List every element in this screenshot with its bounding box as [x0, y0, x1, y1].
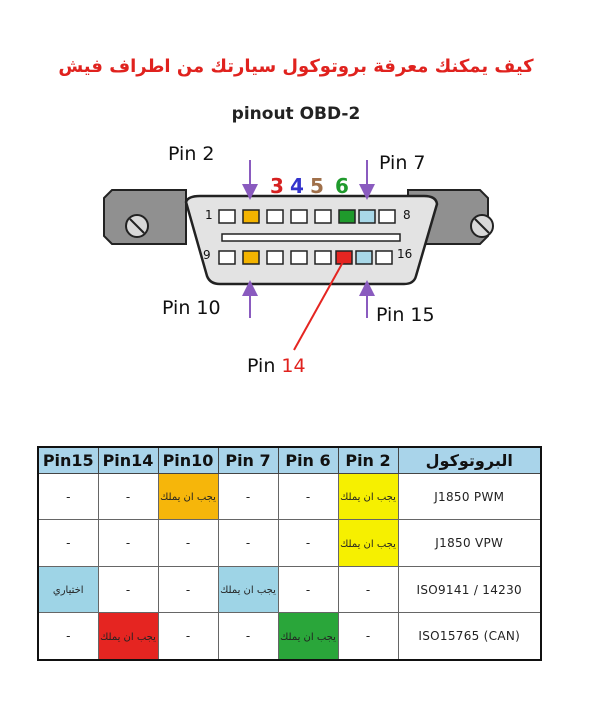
protocol-table	[37, 446, 542, 661]
column-header-pin10: Pin10	[158, 447, 218, 473]
cell: -	[158, 566, 218, 613]
cell-required	[338, 520, 398, 567]
table-row	[38, 566, 541, 613]
cell: -	[278, 473, 338, 520]
cell: -	[98, 473, 158, 520]
column-header-pin7: Pin 7	[218, 447, 278, 473]
pin-number-6: 6	[335, 174, 349, 198]
cell-note: يجب ان يملك	[220, 585, 276, 597]
cell-required	[158, 473, 218, 520]
protocol-name: J1850 VPW	[398, 520, 541, 567]
cell-note: يجب ان يملك	[340, 538, 396, 550]
cell: -	[278, 566, 338, 613]
pin-number-3: 3	[270, 174, 284, 198]
column-header-pin2: Pin 2	[338, 447, 398, 473]
pin14-label	[247, 355, 306, 377]
cell-note: يجب ان يملك	[160, 492, 216, 504]
cell-note: يجب ان يملك	[100, 631, 156, 643]
left-mounting-ear	[104, 190, 186, 244]
column-header-pin14: Pin14	[98, 447, 158, 473]
cell: -	[218, 520, 278, 567]
pin-number-4: 4	[290, 174, 304, 198]
column-header-pin6: Pin 6	[278, 447, 338, 473]
cell: -	[338, 566, 398, 613]
cell-required	[98, 613, 158, 660]
table-row	[38, 613, 541, 660]
cell: -	[278, 520, 338, 567]
protocol-name: J1850 PWM	[398, 473, 541, 520]
cell-note: يجب ان يملك	[280, 631, 336, 643]
row1-end-number: 8	[403, 208, 411, 222]
cell: -	[38, 520, 98, 567]
pin2-label: Pin 2	[168, 143, 215, 165]
pin15-label: Pin 15	[376, 304, 435, 326]
cell: -	[218, 473, 278, 520]
table-header-row	[38, 447, 541, 473]
column-header-protocol: البروتوكول	[398, 447, 541, 473]
diagram-subtitle: pinout OBD-2	[231, 104, 361, 124]
cell-required	[218, 566, 278, 613]
row2-end-number: 16	[397, 247, 413, 261]
pin-row-bottom	[219, 251, 392, 264]
pin-row-top	[219, 210, 395, 223]
cell: -	[158, 520, 218, 567]
cell-required	[338, 473, 398, 520]
page-title: كيف يمكنك معرفة بروتوكول سيارتك من اطراف فيش	[58, 56, 534, 77]
cell: -	[98, 520, 158, 567]
cell: -	[338, 613, 398, 660]
pin-number-5: 5	[310, 174, 324, 198]
pin10-label: Pin 10	[162, 297, 221, 319]
cell-required	[278, 613, 338, 660]
pin14-label-prefix: Pin	[247, 355, 282, 377]
row1-start-number: 1	[205, 208, 213, 222]
cell: -	[38, 473, 98, 520]
cell-note: يجب ان يملك	[340, 492, 396, 504]
cell: -	[38, 613, 98, 660]
cell: -	[98, 566, 158, 613]
cell: -	[158, 613, 218, 660]
pin7-label: Pin 7	[379, 152, 426, 174]
pin14-label-number: 14	[281, 355, 306, 377]
table-row	[38, 473, 541, 520]
protocol-name: ISO15765 (CAN)	[398, 613, 541, 660]
table-row	[38, 520, 541, 567]
row2-start-number: 9	[203, 248, 211, 262]
protocol-name: ISO9141 / 14230	[398, 566, 541, 613]
center-divider	[222, 234, 400, 241]
column-header-pin15: Pin15	[38, 447, 98, 473]
cell-note: اختياري	[52, 585, 84, 597]
cell-optional	[38, 566, 98, 613]
cell: -	[218, 613, 278, 660]
